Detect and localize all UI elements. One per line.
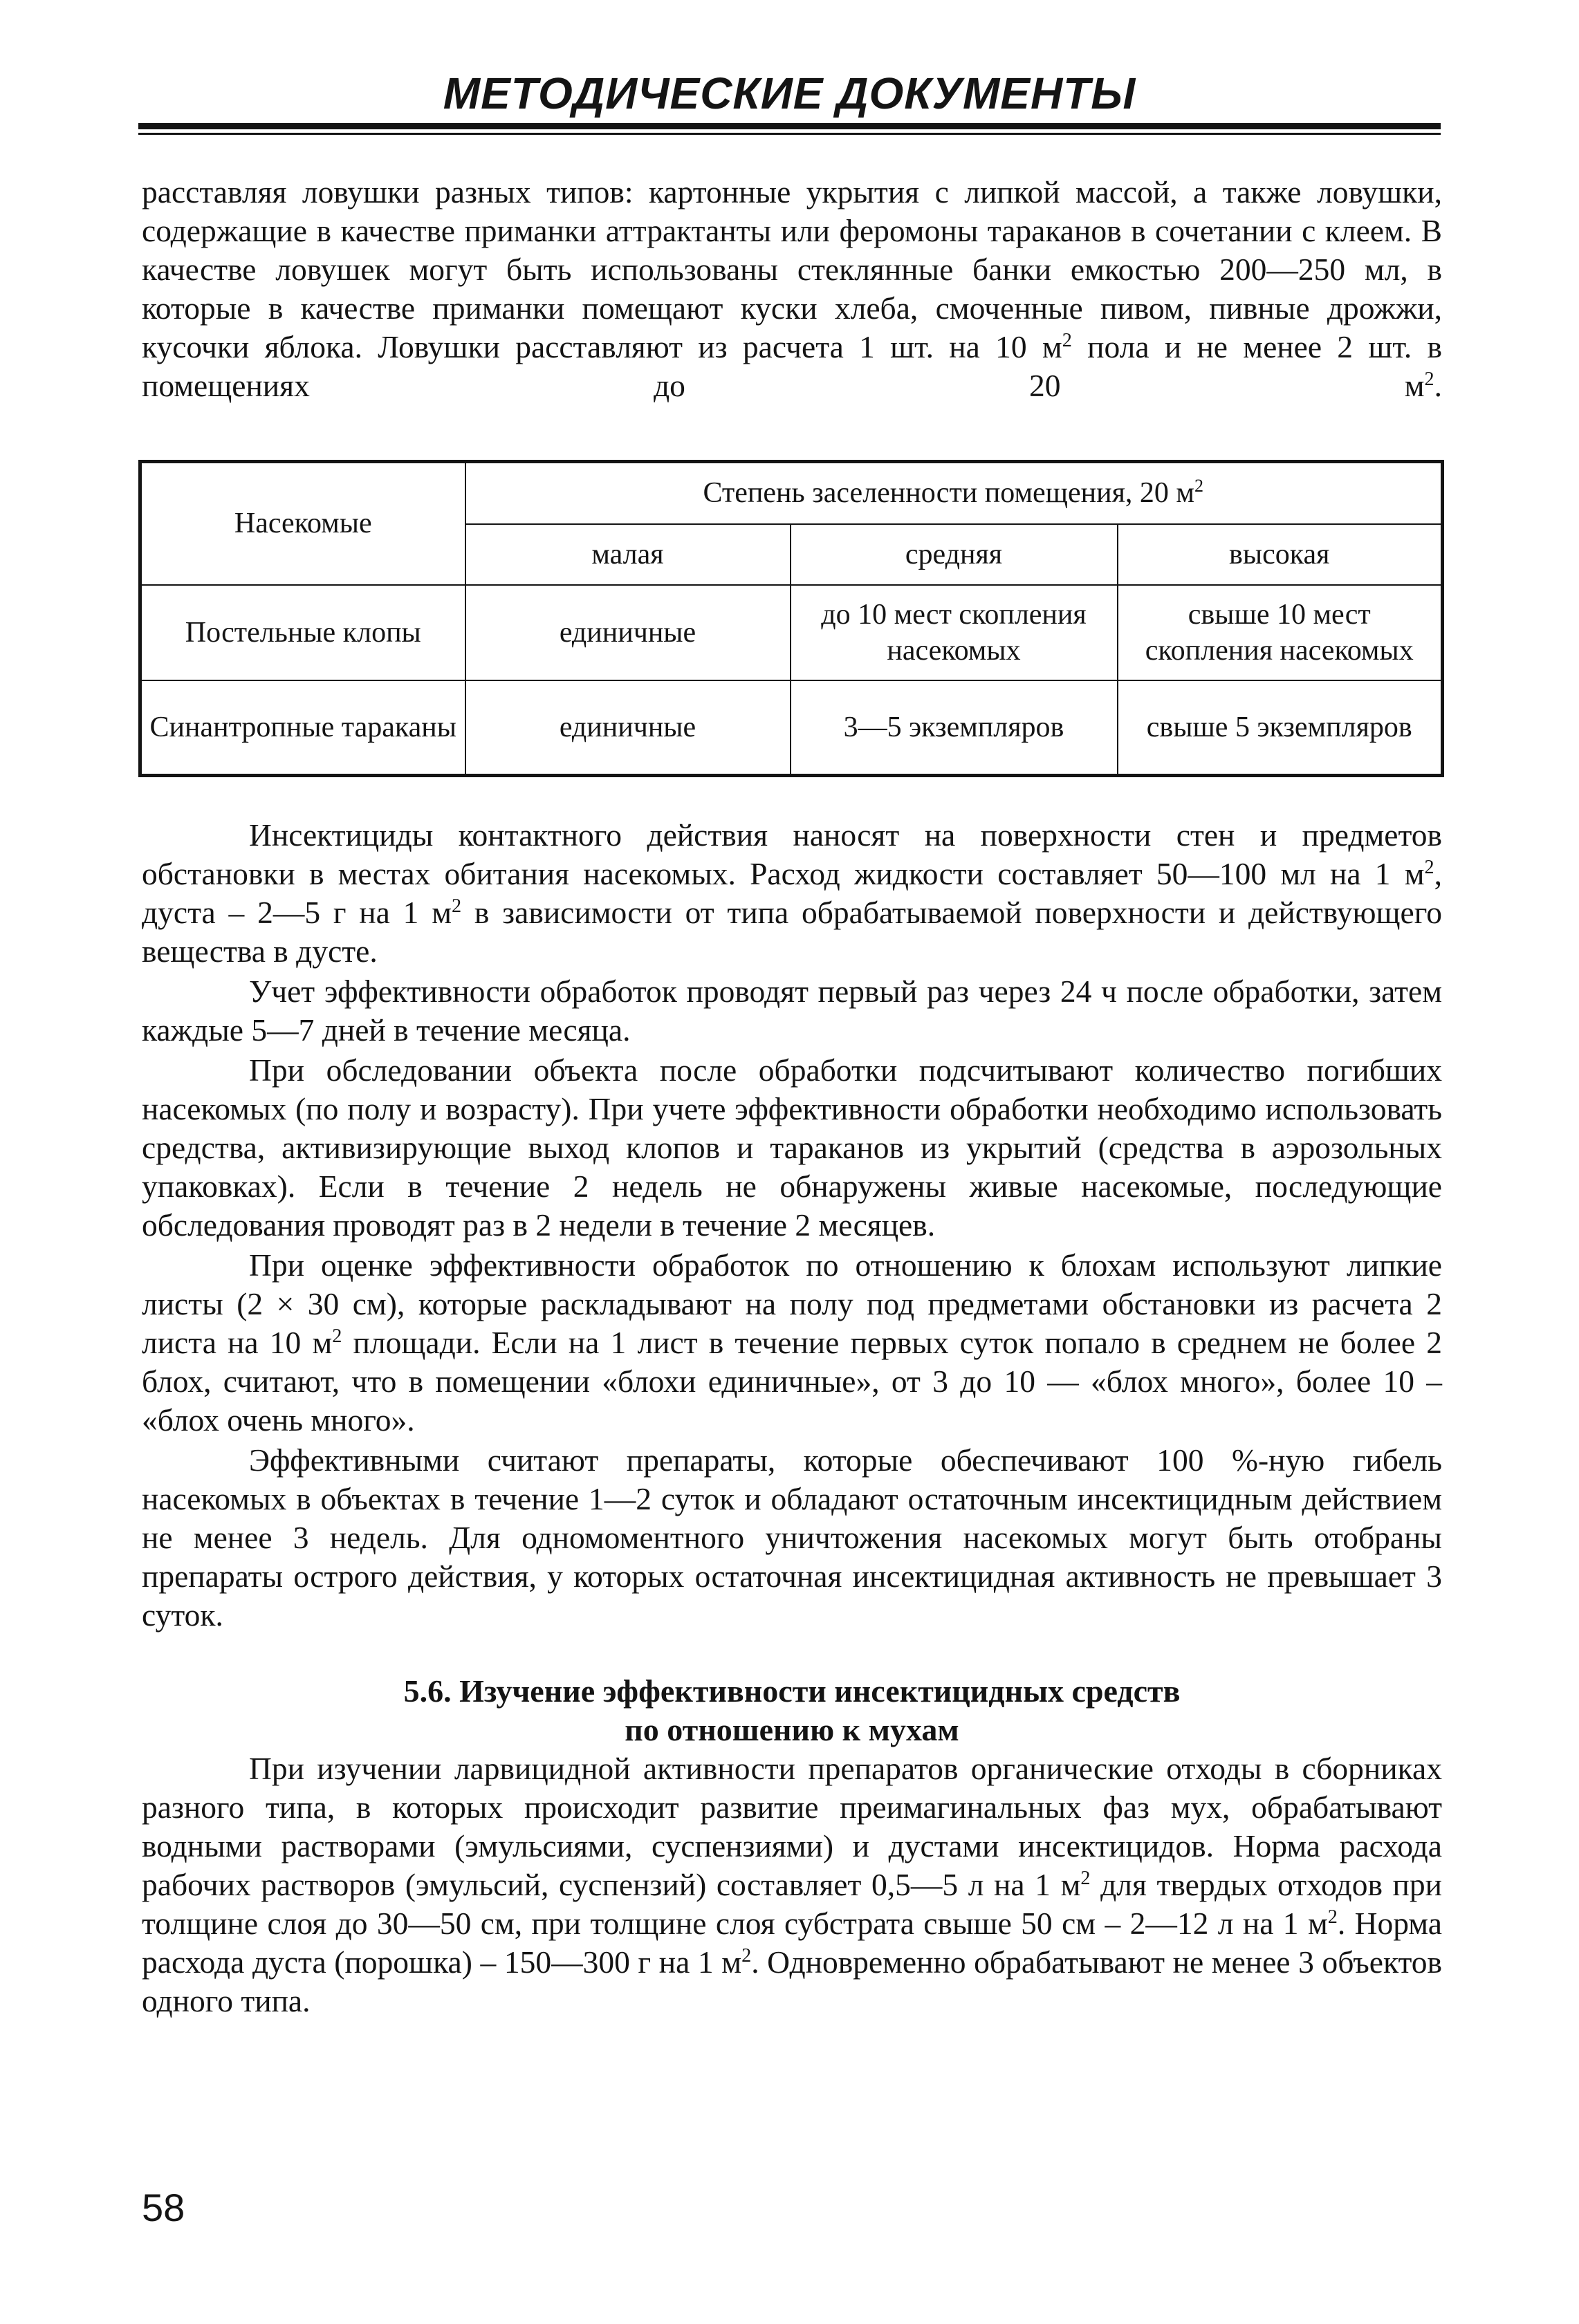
table-header-low: малая: [465, 524, 791, 585]
body-paragraph-4: При оценке эффективности обработок по отношению к блохам используют липкие листы (2 × 30 см), которые раскладывают на полу под предметами обстановки из расчета 2 листа на 10 $м^2$ площади. Если на 1 лист в течение первых суток попало в среднем не более 2 блох, считают, что в помещении «блохи единичные», от 3 до 10 — «блох много», более 10 – «блох очень много».: [142, 1247, 1442, 1438]
table-header-high: высокая: [1118, 524, 1443, 585]
section-heading-line-1: 5.6. Изучение эффективности инсектицидных средств: [403, 1673, 1181, 1709]
body-text-block: [142, 816, 1442, 1635]
table-cell-insect: Синантропные тараканы: [140, 680, 465, 776]
body-paragraph-1: Инсектициды контактного действия наносят на поверхности стен и предметов обстановки в местах обитания насекомых. Расход жидкости составляет 50—100 мл на 1 $м^2$, дуста – 2—5 г на 1 $м^2$ в зависимости от типа обрабатываемой поверхности и действующего вещества в дусте.: [142, 817, 1442, 969]
section-text-block: [142, 1749, 1442, 2020]
section-heading-line-2: по отношению к мухам: [625, 1712, 959, 1747]
table-cell-low: единичные: [465, 585, 791, 680]
header-rule-thick: [138, 123, 1441, 129]
page-header-title: МЕТОДИЧЕСКИЕ ДОКУМЕНТЫ: [443, 68, 1136, 118]
table-header-medium: средняя: [791, 524, 1118, 585]
table-row: [140, 680, 1443, 776]
table-cell-low: единичные: [465, 680, 791, 776]
intro-paragraph-block: [142, 173, 1442, 405]
body-paragraph-2: Учет эффективности обработок проводят первый раз через 24 ч после обработки, затем каждые 5—7 дней в течение месяца.: [142, 974, 1442, 1048]
table-header-infestation-degree: Степень заселенности помещения, 20 $м^2$: [465, 462, 1443, 524]
table-row: [140, 585, 1443, 680]
section-heading: [142, 1672, 1442, 1749]
table-cell-medium: 3—5 экземпляров: [791, 680, 1118, 776]
table-cell-insect: Постельные клопы: [140, 585, 465, 680]
table-header-insects: Насекомые: [140, 462, 465, 585]
body-paragraph-3: При обследовании объекта после обработки подсчитывают количество погибших насекомых (по полу и возрасту). При учете эффективности обработки необходимо использовать средства, активизирующие выход клопов и тараканов из укрытий (средства в аэрозольных упаковках). Если в течение 2 недель не обнаружены живые насекомые, последующие обследования проводят раз в 2 недели в течение 2 месяцев.: [142, 1052, 1442, 1243]
table-cell-high: свыше 10 мест скопления насекомых: [1118, 585, 1443, 680]
infestation-table: [138, 460, 1444, 777]
body-paragraph-5: Эффективными считают препараты, которые обеспечивают 100 %-ную гибель насекомых в объектах в течение 1—2 суток и обладают остаточным инсектицидным действием не менее 3 недель. Для одномоментного уничтожения насекомых могут быть отобраны препараты острого действия, у которых остаточная инсектицидная активность не превышает 3 суток.: [142, 1442, 1442, 1633]
page-number: 58: [142, 2186, 185, 2229]
table-cell-medium: до 10 мест скопления насекомых: [791, 585, 1118, 680]
section-paragraph: При изучении ларвицидной активности препаратов органические отходы в сборниках разного типа, в которых происходит развитие преимагинальных фаз мух, обрабатывают водными растворами (эмульсиями, суспензиями) и дустами инсектицидов. Норма расхода рабочих растворов (эмульсий, суспензий) составляет 0,5—5 л на 1 $м^2$ для твердых отходов при толщине слоя до 30—50 см, при толщине слоя субстрата свыше 50 см – 2—12 л на 1 $м^2$. Норма расхода дуста (порошка) – 150—300 г на 1 $м^2$. Одновременно обрабатывают не менее 3 объектов одного типа.: [142, 1751, 1443, 2018]
header-rule-thin: [138, 133, 1441, 135]
table-cell-high: свыше 5 экземпляров: [1118, 680, 1443, 776]
intro-paragraph: расставляя ловушки разных типов: картонные укрытия с липкой массой, а также ловушки, содержащие в качестве приманки аттрактанты или феромоны тараканов в сочетании с клеем. В качестве ловушек могут быть использованы стеклянные банки емкостью 200—250 мл, в которые в качестве приманки помещают куски хлеба, смоченные пивом, пивные дрожжи, кусочки яблока. Ловушки расставляют из расчета 1 шт. на 10 $м^2$ пола и не менее 2 шт. в помещениях до 20 $м^2$.: [142, 174, 1442, 403]
